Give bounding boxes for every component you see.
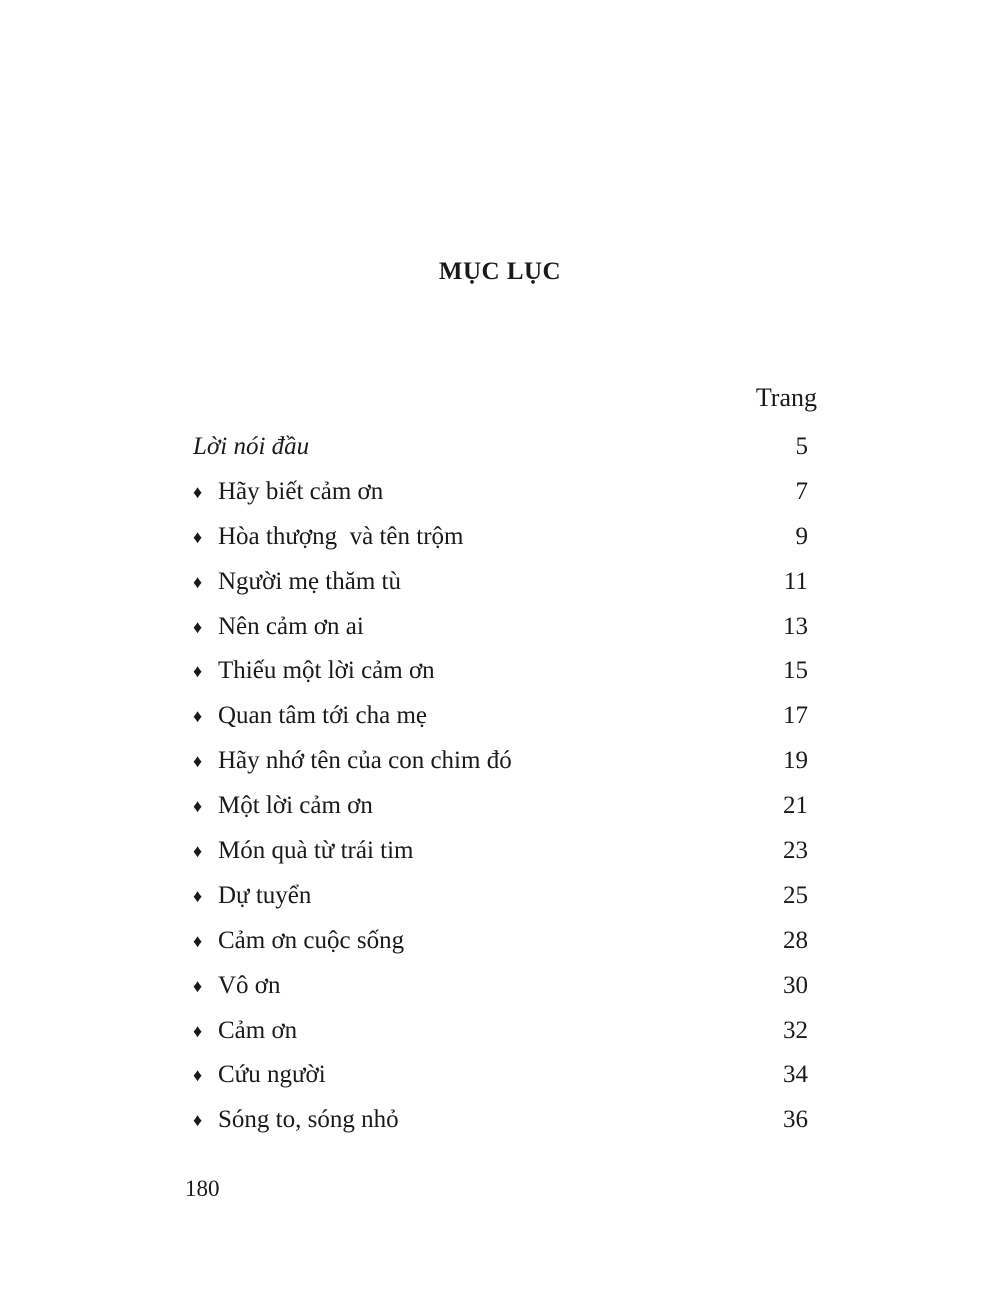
toc-entry-page: 17 xyxy=(783,702,808,730)
toc-entry-page: 30 xyxy=(783,971,808,999)
diamond-bullet-icon: ♦ xyxy=(193,661,203,682)
toc-entry-page: 25 xyxy=(783,881,808,909)
toc-entry-title: Món quà từ trái tim xyxy=(218,837,414,865)
toc-entry-title: Quan tâm tới cha mẹ xyxy=(218,702,427,730)
toc-entry xyxy=(193,654,808,699)
diamond-bullet-icon: ♦ xyxy=(193,706,203,727)
toc-entry-page: 28 xyxy=(783,926,808,954)
toc-entry-page: 11 xyxy=(783,567,808,595)
toc-entry xyxy=(193,1014,808,1059)
diamond-bullet-icon: ♦ xyxy=(193,526,203,547)
toc-entry xyxy=(193,879,808,924)
toc-entry xyxy=(193,744,808,789)
diamond-bullet-icon: ♦ xyxy=(193,1020,203,1041)
toc-entry-page: 32 xyxy=(783,1016,808,1044)
toc-entry-title: Cảm ơn xyxy=(218,1016,298,1044)
toc-entry xyxy=(193,699,808,744)
page-column-header: Trang xyxy=(755,383,817,412)
toc-entry xyxy=(193,565,808,610)
toc-entry-title: Lời nói đầu xyxy=(193,433,310,460)
toc-entry-title: Vô ơn xyxy=(218,971,281,999)
toc-entry-title: Một lời cảm ơn xyxy=(218,792,373,820)
table-of-contents xyxy=(193,430,808,1148)
toc-entry-page: 19 xyxy=(783,747,808,775)
toc-entry xyxy=(193,610,808,655)
toc-entry-page: 5 xyxy=(795,433,808,460)
page-title: MỤC LỤC xyxy=(438,258,562,285)
toc-entry-title: Hãy nhớ tên của con chim đó xyxy=(218,747,512,775)
toc-entry xyxy=(193,1103,808,1148)
diamond-bullet-icon: ♦ xyxy=(193,481,203,502)
toc-entry-title: Cảm ơn cuộc sống xyxy=(218,926,405,954)
diamond-bullet-icon: ♦ xyxy=(193,930,203,951)
toc-entry-title: Hòa thượng và tên trộm xyxy=(218,522,464,550)
toc-entry xyxy=(193,520,808,565)
diamond-bullet-icon: ♦ xyxy=(193,1110,203,1131)
toc-entry-page: 34 xyxy=(783,1061,808,1089)
toc-entry-page: 21 xyxy=(783,792,808,820)
footer-page-number: 180 xyxy=(185,1176,220,1201)
toc-entry-title: Hãy biết cảm ơn xyxy=(218,477,384,505)
diamond-bullet-icon: ♦ xyxy=(193,841,203,862)
toc-entry xyxy=(193,924,808,969)
toc-entry-title: Người mẹ thăm tù xyxy=(218,567,401,595)
toc-entry xyxy=(193,969,808,1014)
toc-entry-title: Nên cảm ơn ai xyxy=(218,612,364,640)
diamond-bullet-icon: ♦ xyxy=(193,1065,203,1086)
toc-entry-page: 23 xyxy=(783,837,808,865)
diamond-bullet-icon: ♦ xyxy=(193,796,203,817)
toc-entry-page: 13 xyxy=(783,612,808,640)
diamond-bullet-icon: ♦ xyxy=(193,616,203,637)
toc-entry-title: Cứu người xyxy=(218,1061,326,1089)
toc-entry-page: 7 xyxy=(795,477,808,505)
toc-entry xyxy=(193,475,808,520)
toc-entry-title: Thiếu một lời cảm ơn xyxy=(218,657,435,685)
toc-entry xyxy=(193,1058,808,1103)
toc-entry xyxy=(193,834,808,879)
toc-entry-title: Dự tuyển xyxy=(218,881,312,909)
diamond-bullet-icon: ♦ xyxy=(193,885,203,906)
toc-entry-title: Sóng to, sóng nhỏ xyxy=(218,1106,399,1134)
toc-entry-page: 15 xyxy=(783,657,808,685)
toc-entry-page: 36 xyxy=(783,1106,808,1134)
diamond-bullet-icon: ♦ xyxy=(193,751,203,772)
toc-entry-page: 9 xyxy=(795,522,808,550)
toc-entry-intro xyxy=(193,430,808,475)
diamond-bullet-icon: ♦ xyxy=(193,571,203,592)
diamond-bullet-icon: ♦ xyxy=(193,975,203,996)
toc-entry xyxy=(193,789,808,834)
